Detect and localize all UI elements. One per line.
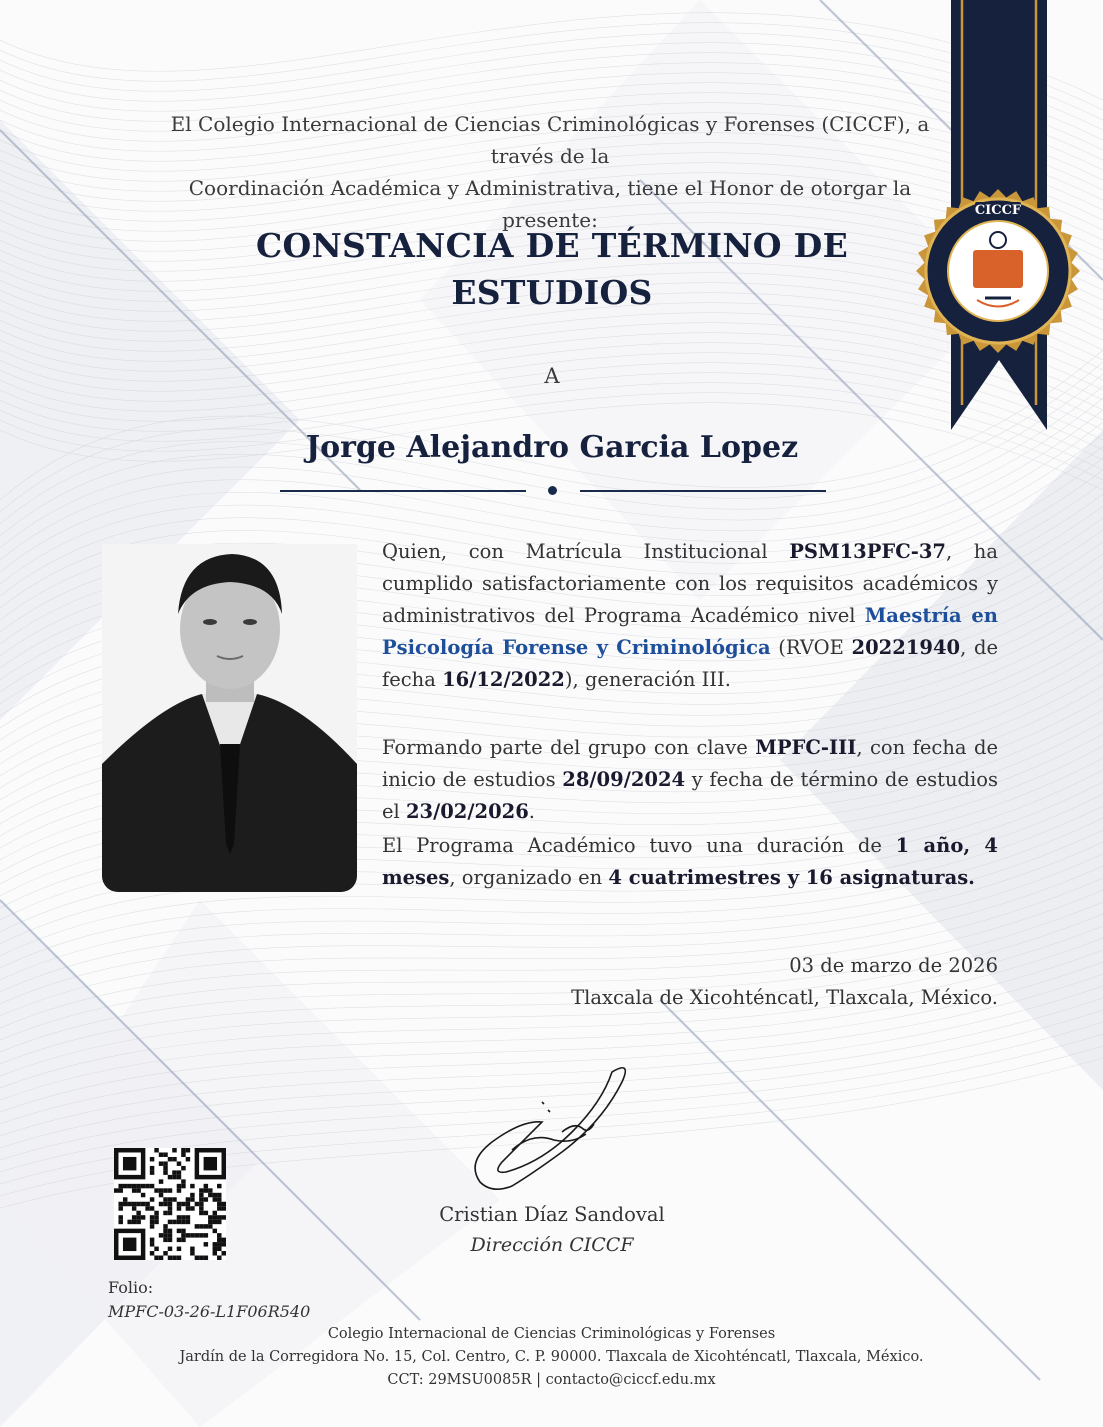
- paragraph2-text-4: .: [528, 800, 535, 823]
- footer-institution: Colegio Internacional de Ciencias Criminológicas y Forenses: [327, 1326, 776, 1342]
- rvoe-value: 20221940: [851, 636, 961, 659]
- to-label: A: [544, 364, 560, 388]
- paragraph2-text-1: Formando parte del grupo con clave: [382, 736, 756, 759]
- intro-line-1: El Colegio Internacional de Ciencias Criminológicas y Forenses (CICCF), a través de la: [170, 112, 930, 168]
- paragraph-enrollment: [382, 536, 998, 696]
- paragraph1-text-4: , de fecha: [382, 636, 999, 691]
- footer-address: Jardín de la Corregidora No. 15, Col. Centro, C. P. 90000. Tlaxcala de Xicohténcatl, Tlaxcala, México.: [179, 1349, 924, 1365]
- paragraph3-text-2: , organizado en: [449, 866, 609, 889]
- paragraph2-text-2: , con fecha de inicio de estudios: [382, 736, 999, 791]
- footer-contact: CCT: 29MSU0085R | contacto@ciccf.edu.mx: [387, 1372, 716, 1388]
- paragraph2-text-3: y fecha de término de estudios el: [382, 768, 998, 823]
- issue-date: 03 de marzo de 2026: [789, 954, 998, 977]
- paragraph-duration: [382, 830, 998, 894]
- group-key: MPFC-III: [755, 736, 857, 759]
- title-line-2: ESTUDIOS: [451, 273, 653, 312]
- signatory-role: Dirección CICCF: [470, 1234, 634, 1256]
- paragraph1-text-2: , ha cumplido satisfactoriamente con los requisitos académicos y administrativos del Programa Académico nivel: [382, 540, 998, 627]
- intro-line-2: Coordinación Académica y Administrativa, tiene el Honor de otorgar la presente:: [188, 176, 912, 232]
- rvoe-date: 16/12/2022: [442, 668, 565, 691]
- end-date: 23/02/2026: [405, 800, 529, 823]
- issue-place: Tlaxcala de Xicohténcatl, Tlaxcala, México.: [571, 986, 998, 1009]
- program-name: Maestría en Psicología Forense y Criminológica: [382, 604, 998, 659]
- paragraph1-text-1: Quien, con Matrícula Institucional: [382, 540, 790, 563]
- start-date: 28/09/2024: [562, 768, 686, 791]
- issue-block: [560, 950, 998, 1014]
- paragraph-group: [382, 732, 998, 828]
- recipient-name: Jorge Alejandro Garcia Lopez: [305, 430, 799, 465]
- qr-code-icon: [114, 1148, 226, 1260]
- folio-value: MPFC-03-26-L1F06R540: [108, 1302, 311, 1321]
- duration-value: 1 año, 4 meses: [382, 834, 999, 889]
- intro-text: [150, 108, 950, 236]
- structure-value: 4 cuatrimestres y 16 asignaturas.: [608, 866, 975, 889]
- title-line-1: CONSTANCIA DE TÉRMINO DE: [255, 226, 849, 265]
- matricula-value: PSM13PFC-37: [789, 540, 946, 563]
- divider-right: [580, 490, 826, 492]
- paragraph1-text-3: (RVOE: [770, 636, 852, 659]
- folio-label: Folio:: [108, 1278, 154, 1297]
- divider-left: [280, 490, 526, 492]
- document-title: [252, 222, 852, 316]
- divider-dot: [548, 486, 557, 495]
- paragraph3-text-1: El Programa Académico tuvo una duración de: [382, 834, 896, 857]
- signature-icon: [462, 1062, 642, 1194]
- paragraph1-text-5: ), generación III.: [564, 668, 731, 691]
- seal-acronym: CICCF: [974, 203, 1022, 218]
- signatory-name: Cristian Díaz Sandoval: [439, 1203, 665, 1226]
- student-photo-icon: [102, 544, 357, 892]
